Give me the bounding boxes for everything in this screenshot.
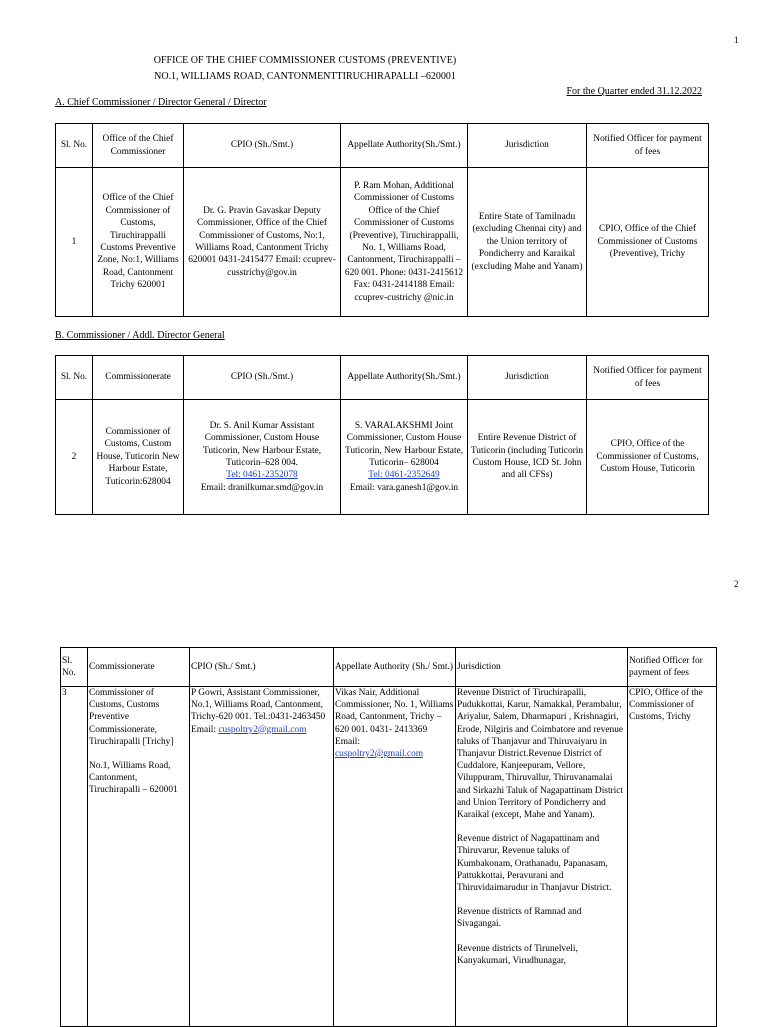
table-row — [56, 400, 709, 515]
header-notified: Notified Officer for payment of fees — [628, 648, 717, 687]
section-b-table — [55, 355, 709, 515]
header-commissionerate: Commissionerate — [88, 648, 190, 687]
cell-cpio — [184, 400, 341, 515]
header-sl: Sl. No. — [56, 124, 93, 168]
cell-appellate — [334, 687, 456, 1027]
cell-cpio — [190, 687, 334, 1027]
cell-sl: 1 — [56, 168, 93, 317]
header-office: Office of the Chief Commissioner — [93, 124, 184, 168]
table-header-row — [56, 124, 709, 168]
appellate-email-link[interactable]: cuspoltry2@gmail.com — [335, 749, 424, 760]
header-cpio: CPIO (Sh./Smt.) — [184, 124, 341, 168]
header-cpio: CPIO (Sh./ Smt.) — [190, 648, 334, 687]
cell-appellate — [341, 400, 468, 515]
header-jurisdiction: Jurisdiction — [468, 124, 587, 168]
cpio-email-label: Email: — [191, 724, 219, 735]
cell-office: Office of the Chief Commissioner of Customs, Tiruchirappalli Customs Preventive Zone, No:1, Williams Road, Cantonment Trichy 620001 — [93, 168, 184, 317]
header-cpio: CPIO (Sh./Smt.) — [184, 356, 341, 400]
cell-jurisdiction: Entire State of Tamilnadu (excluding Chennai city) and the Union territory of Pondicherry and Karaikal (excluding Mahe and Yanam) — [468, 168, 587, 317]
header-notified: Notified Officer for payment of fees — [587, 124, 709, 168]
cell-office — [88, 687, 190, 1027]
table-row — [56, 168, 709, 317]
appellate-details: Vikas Nair, Additional Commissioner, No. 1, Williams Road, Cantonment, Trichy – 620 001. 0431- 2413369 Email: — [335, 688, 454, 747]
jurisdiction-para: Revenue District of Tiruchirapalli, Pudukkottai, Karur, Namakkal, Perambalur, Ariyalur, Salem, Dharmapuri , Krishnagiri, Erode, Nilgiris and Coimbatore and revenue taluks of Thanjavur and Thiruvaiyaru in Thanjavur District.Revenue District of Cuddalore, Kanjeepuram, Vellore, Viluppuram, Thiruvallur, Thiruvanamalai and Sirkazhi Taluk of Nagapattinam District and Union Territory of Pondicherry and Karaikal (except, Mahe and Yanam). — [457, 688, 624, 821]
header-commissionerate: Commissionerate — [93, 356, 184, 400]
jurisdiction-para: Revenue districts of Tirunelveli, Kanyakumari, Virudhunagar, — [457, 943, 578, 966]
cell-jurisdiction: Entire Revenue District of Tuticorin (including Tuticorin Custom House, ICD St. John and all CFSs) — [468, 400, 587, 515]
header-appellate: Appellate Authority(Sh./Smt.) — [341, 124, 468, 168]
jurisdiction-para: Revenue districts of Ramnad and Sivagangai. — [457, 907, 582, 930]
page-number: 1 — [734, 35, 739, 45]
header-sl: Sl. No. — [61, 648, 88, 687]
office-name: Commissioner of Customs, Customs Preventive Commissionerate, Tiruchirapalli [Trichy] — [89, 688, 174, 747]
appellate-email: Email: vara.ganesh1@gov.in — [349, 482, 459, 493]
quarter-label: For the Quarter ended 31.12.2022 — [566, 86, 702, 97]
section-a-table — [55, 123, 709, 317]
cell-cpio: Dr. G. Pravin Gavaskar Deputy Commissioner, Office of the Chief Commissioner of Customs, No:1, Williams Road, Cantonment Trichy 620001 0431-2415477 Email: ccuprev-cusstrichy@gov.in — [184, 168, 341, 317]
table-header-row — [56, 356, 709, 400]
header-sl: Sl. No. — [56, 356, 93, 400]
appellate-details: S. VARALAKSHMI Joint Commissioner, Custom House Tuticorin, New Harbour Estate, Tuticorin– 628004 — [344, 420, 464, 468]
cell-notified: CPIO, Office of the Commissioner of Customs, Custom House, Tuticorin — [587, 400, 709, 515]
table-header-row — [61, 648, 717, 687]
cpio-email: Email: dranilkumar.smd@gov.in — [200, 482, 324, 493]
section-a-heading: A. Chief Commissioner / Director General / Director — [55, 97, 267, 108]
cpio-tel-link[interactable]: Tel: 0461-2352078 — [226, 470, 298, 481]
cell-notified: CPIO, Office of the Commissioner of Customs, Trichy — [628, 687, 717, 1027]
appellate-tel-link[interactable]: Tel: 0461-2352649 — [368, 470, 440, 481]
header-jurisdiction: Jurisdiction — [468, 356, 587, 400]
office-title: OFFICE OF THE CHIEF COMMISSIONER CUSTOMS (PREVENTIVE) — [153, 55, 457, 66]
cell-jurisdiction — [456, 687, 628, 1027]
cpio-details: P Gowri, Assistant Commissioner, No.1, Williams Road, Cantonment, Trichy-620 001. Tel.:0431-2463450 — [191, 688, 326, 723]
cpio-email-link[interactable]: cuspoltry2@gmail.com — [218, 724, 307, 735]
header-notified: Notified Officer for payment of fees — [587, 356, 709, 400]
page-number: 2 — [734, 579, 739, 589]
cell-office: Commissioner of Customs, Custom House, Tuticorin New Harbour Estate, Tuticorin:628004 — [93, 400, 184, 515]
cell-notified: CPIO, Office of the Chief Commissioner of Customs (Preventive), Trichy — [587, 168, 709, 317]
office-address: No.1, Williams Road, Cantonment, Tiruchirapalli – 620001 — [89, 761, 178, 796]
table-row — [61, 687, 717, 1027]
cell-appellate: P. Ram Mohan, Additional Commissioner of Customs Office of the Chief Commissioner of Customs (Preventive), Tiruchirappalli, No. 1, Williams Road, Cantonment, Tiruchirappalli – 620 001. Phone: 0431-2415612 Fax: 0431-2414188 Email: ccuprev-custrichy @nic.in — [341, 168, 468, 317]
cell-sl: 3 — [61, 687, 88, 1027]
office-address: NO.1, WILLIAMS ROAD, CANTONMENTTIRUCHIRAPALLI –620001 — [154, 71, 456, 82]
header-appellate: Appellate Authority(Sh./Smt.) — [341, 356, 468, 400]
section-b-heading: B. Commissioner / Addl. Director General — [55, 330, 225, 341]
header-jurisdiction: Jurisdiction — [456, 648, 628, 687]
cpio-details: Dr. S. Anil Kumar Assistant Commissioner, Custom House Tuticorin, New Harbour Estate, Tuticorin–628 004. — [202, 420, 322, 468]
jurisdiction-para: Revenue district of Nagapattinam and Thiruvarur, Revenue taluks of Kumbakonam, Orathanadu, Papanasam, Pattukkottai, Peravurani and Thiruvidaimarudur in Thanjavur District. — [457, 834, 612, 894]
commissionerate-table — [60, 647, 717, 1027]
header-appellate: Appellate Authority (Sh./ Smt.) — [334, 648, 456, 687]
cell-sl: 2 — [56, 400, 93, 515]
